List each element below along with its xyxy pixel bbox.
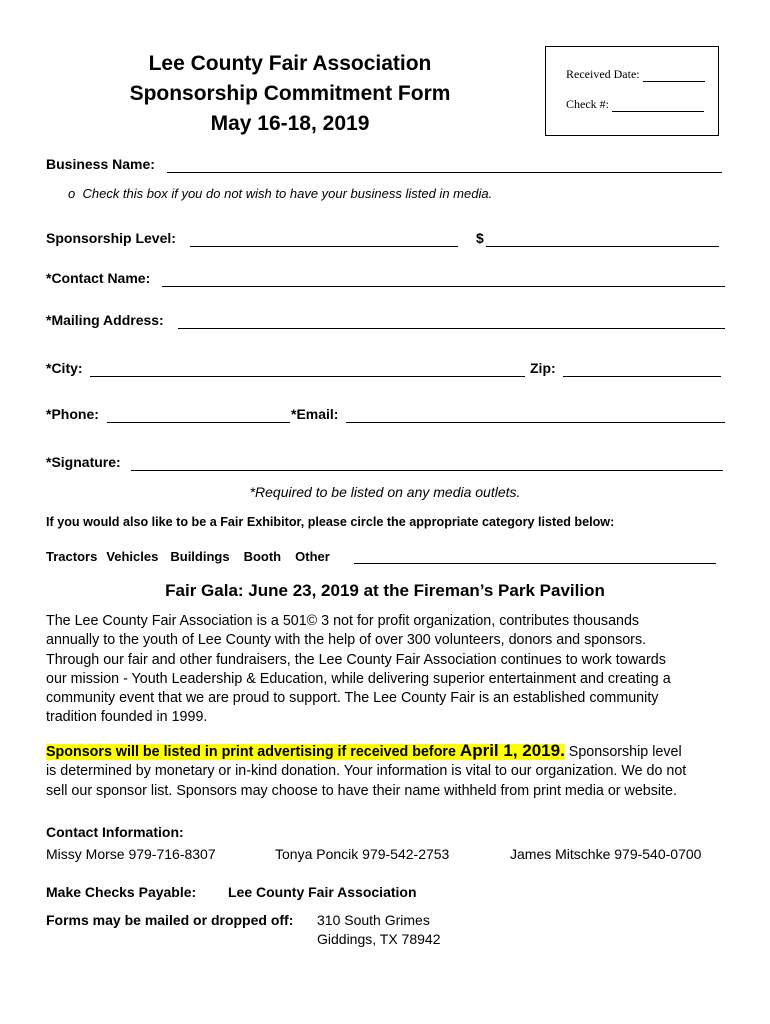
mail-city-state: Giddings, TX 78942 — [317, 931, 441, 947]
business-name-label: Business Name: — [46, 156, 155, 172]
media-optout-text: Check this box if you do not wish to have your business listed in media. — [82, 186, 493, 201]
zip-label: Zip: — [530, 360, 556, 376]
other-category-line[interactable] — [354, 563, 716, 564]
city-line[interactable] — [90, 376, 525, 377]
exhibitor-categories — [46, 549, 330, 564]
mailing-address-label: *Mailing Address: — [46, 312, 164, 328]
category-vehicles[interactable]: Vehicles — [106, 549, 159, 564]
signature-line[interactable] — [131, 470, 723, 471]
form-title-dates: May 16-18, 2019 — [210, 112, 370, 135]
sponsors-highlight — [46, 741, 565, 760]
mail-drop-label: Forms may be mailed or dropped off: — [46, 912, 294, 928]
media-optout-row[interactable] — [68, 186, 492, 201]
received-date-line[interactable] — [643, 69, 705, 82]
about-line-1: The Lee County Fair Association is a 501© 3 not for profit organization, contributes thousands — [46, 613, 640, 629]
sponsors-note — [46, 741, 686, 801]
contact-name-label: *Contact Name: — [46, 270, 151, 286]
checks-payee: Lee County Fair Association — [228, 884, 417, 900]
contact-heading: Contact Information: — [46, 824, 184, 840]
form-title-name: Sponsorship Commitment Form — [129, 82, 451, 105]
zip-line[interactable] — [563, 376, 721, 377]
form-title-org: Lee County Fair Association — [148, 52, 432, 75]
contact-james: James Mitschke 979-540-0700 — [510, 846, 702, 862]
signature-label: *Signature: — [46, 454, 121, 470]
phone-line[interactable] — [107, 422, 290, 423]
office-use-box — [545, 46, 719, 136]
mailing-address-line[interactable] — [178, 328, 725, 329]
business-name-line[interactable] — [167, 172, 722, 173]
about-line-6: tradition founded in 1999. — [46, 709, 208, 726]
email-line[interactable] — [346, 422, 725, 423]
check-number-label: Check #: — [566, 97, 609, 111]
sponsors-note-rest: Sponsorship level — [564, 744, 682, 760]
mail-street: 310 South Grimes — [317, 912, 430, 928]
email-label: *Email: — [291, 406, 339, 422]
sponsors-note-line-3: sell our sponsor list. Sponsors may choose to have their name withheld from print media or website. — [46, 782, 677, 799]
contact-name-line[interactable] — [162, 286, 725, 287]
sponsors-highlight-text: Sponsors will be listed in print advertising if received before — [46, 744, 460, 760]
about-line-3: Through our fair and other fundraisers, the Lee County Fair Association continues to work towards — [46, 651, 666, 668]
category-tractors[interactable]: Tractors — [46, 549, 98, 564]
category-other[interactable]: Other — [295, 549, 330, 564]
category-buildings[interactable]: Buildings — [170, 549, 230, 564]
media-optout-checkbox[interactable]: o — [68, 186, 76, 201]
received-date-label: Received Date: — [566, 67, 640, 81]
city-label: *City: — [46, 360, 83, 376]
about-line-5: community event that we are proud to support. The Lee County Fair is an established community — [46, 690, 659, 707]
phone-label: *Phone: — [46, 406, 99, 422]
sponsors-deadline-date: April 1, 2019. — [459, 741, 565, 760]
dollar-sign: $ — [476, 230, 484, 246]
sponsorship-level-line[interactable] — [190, 246, 458, 247]
contact-missy: Missy Morse 979-716-8307 — [46, 846, 216, 862]
check-number-line[interactable] — [612, 99, 704, 112]
exhibitor-prompt: If you would also like to be a Fair Exhibitor, please circle the appropriate category listed below: — [46, 515, 615, 529]
contact-tonya: Tonya Poncik 979-542-2753 — [275, 846, 450, 862]
category-booth[interactable]: Booth — [243, 549, 282, 564]
about-line-2: annually to the youth of Lee County with the help of over 300 volunteers, donors and sponsors. — [46, 632, 647, 649]
gala-heading: Fair Gala: June 23, 2019 at the Fireman’s Park Pavilion — [165, 581, 605, 600]
about-paragraph — [46, 612, 671, 728]
sponsorship-level-label: Sponsorship Level: — [46, 230, 176, 246]
about-line-4: our mission - Youth Leadership & Education, while delivering superior entertainment and creating a — [46, 670, 671, 687]
required-note: *Required to be listed on any media outlets. — [249, 484, 521, 500]
checks-payable-label: Make Checks Payable: — [46, 884, 197, 900]
sponsorship-amount-line[interactable] — [486, 246, 719, 247]
sponsors-note-line-2: is determined by monetary or in-kind donation. Your information is vital to our organization. We do not — [46, 763, 687, 780]
